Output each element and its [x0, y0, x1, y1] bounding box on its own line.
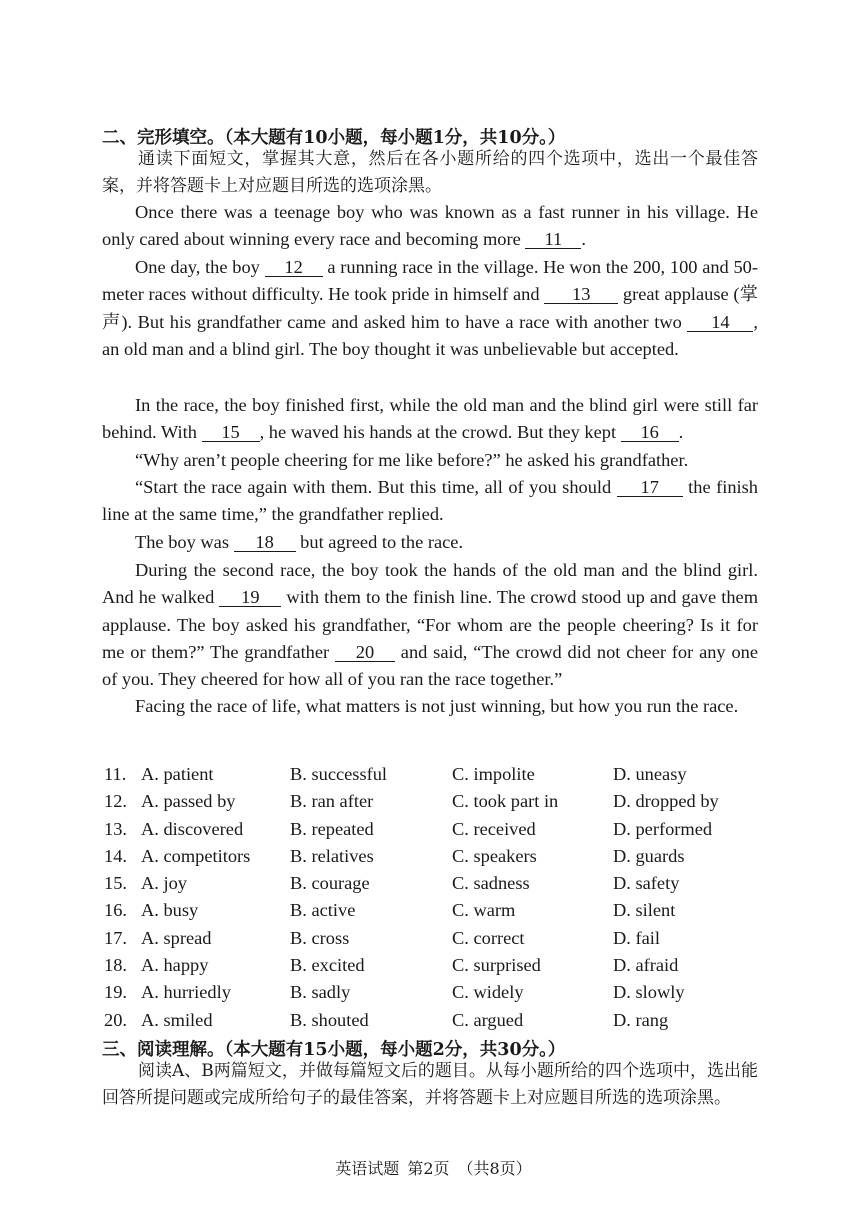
- passage-paragraph-3: [102, 392, 758, 447]
- option-d: D. fail: [613, 927, 660, 948]
- page-footer: [0, 1156, 867, 1179]
- section-3-instruction: 阅读A、B两篇短文，并做每篇短文后的题目。从每小题所给的四个选项中，选出能回答所提问题或完成所给句子的最佳答案，并将答题卡上对应题目所选的选项涂黑。: [102, 1061, 758, 1108]
- option-a: A. hurriedly: [141, 982, 231, 1003]
- option-b: B. shouted: [290, 1009, 369, 1030]
- blank-14: 14: [687, 313, 753, 332]
- option-row-15: [104, 873, 764, 900]
- blank-18: 18: [234, 533, 296, 552]
- passage-paragraph-4: “Why aren’t people cheering for me like before?” he asked his grandfather.: [135, 450, 689, 470]
- option-a: A. smiled: [141, 1009, 213, 1030]
- option-row-17: [104, 928, 764, 955]
- option-d: D. guards: [613, 845, 685, 866]
- paragraph-text: , he waved his hands at the crowd. But they kept: [259, 422, 621, 443]
- option-d: D. safety: [613, 873, 680, 894]
- option-c: C. impolite: [452, 764, 535, 784]
- section-2-title: 二、完形填空。（本大题有10小题，每小题1分，共10分。）: [102, 128, 566, 148]
- question-number: 18.: [104, 955, 127, 976]
- paragraph-text: a running race in the village. He won the 200, 100 and 50-meter races without difficulty. He took pride in himself and: [102, 257, 759, 305]
- option-a: A. spread: [141, 927, 212, 948]
- option-b: B. relatives: [290, 845, 374, 866]
- paragraph-text: .: [678, 422, 684, 443]
- option-d: D. performed: [613, 818, 713, 839]
- option-c: C. sadness: [452, 873, 530, 894]
- passage-paragraph-2: [102, 254, 758, 363]
- blank-16: 16: [621, 423, 679, 442]
- option-b: B. sadly: [290, 982, 351, 1003]
- option-a: A. patient: [141, 764, 214, 784]
- paragraph-text: but agreed to the race.: [295, 532, 464, 552]
- question-number: 11.: [104, 764, 127, 784]
- option-row-13: [104, 819, 764, 846]
- option-c: C. surprised: [452, 955, 541, 976]
- paragraph-text: Once there was a teenage boy who was known as a fast runner in his village. He only cared about winning every race and becoming more: [102, 202, 758, 250]
- paragraph-text: In the race, the boy finished first, while the old man and the blind girl were still far behind. With: [102, 395, 758, 443]
- option-b: B. successful: [290, 764, 388, 784]
- question-number: 20.: [104, 1009, 127, 1030]
- option-b: B. repeated: [290, 818, 374, 839]
- option-a: A. busy: [141, 900, 199, 921]
- blank-11: 11: [525, 230, 581, 249]
- question-number: 13.: [104, 818, 127, 839]
- option-row-19: [104, 982, 764, 1009]
- paragraph-text: , an old man and a blind girl. The boy thought it was unbelievable but accepted.: [102, 311, 758, 359]
- passage-paragraph-7: [102, 557, 758, 693]
- paragraph-text: During the second race, the boy took the hands of the old man and the blind girl. And he walked: [102, 560, 758, 608]
- option-c: C. correct: [452, 927, 525, 948]
- option-b: B. cross: [290, 927, 350, 948]
- option-b: B. courage: [290, 873, 370, 894]
- question-number: 16.: [104, 900, 127, 921]
- question-number: 17.: [104, 927, 127, 948]
- option-c: C. took part in: [452, 791, 559, 812]
- option-row-14: [104, 846, 764, 873]
- blank-17: 17: [617, 478, 683, 497]
- section-3-title: 三、阅读理解。（本大题有15小题，每小题2分，共30分。）: [102, 1040, 566, 1060]
- blank-19: 19: [219, 588, 281, 607]
- option-d: D. afraid: [613, 955, 679, 976]
- blank-15: 15: [202, 423, 260, 442]
- option-c: C. widely: [452, 982, 524, 1003]
- option-c: C. received: [452, 818, 536, 839]
- paragraph-text: the finish line at the same time,” the grandfather replied.: [102, 477, 758, 525]
- option-d: D. silent: [613, 900, 676, 921]
- question-number: 15.: [104, 873, 127, 894]
- footer-subject: 英语试题: [335, 1159, 400, 1178]
- paragraph-text: and said, “The crowd did not cheer for any one of you. They cheered for how all of you ran the race together.”: [102, 641, 758, 690]
- option-c: C. warm: [452, 900, 516, 921]
- paragraph-text: The boy was: [135, 532, 234, 552]
- paragraph-text: with them to the finish line. The crowd stood up and gave them applause. The boy asked his grandfather, “For whom are the people cheering? Is it for me or them?” The grandfather: [102, 587, 759, 662]
- option-c: C. speakers: [452, 845, 537, 866]
- blank-12: 12: [265, 258, 323, 277]
- option-a: A. happy: [141, 955, 209, 976]
- paragraph-text: great applause (掌声). But his grandfather came and asked him to have a race with another two: [102, 284, 759, 332]
- question-number: 14.: [104, 845, 127, 866]
- section-2-instruction: 通读下面短文，掌握其大意，然后在各小题所给的四个选项中，选出一个最佳答案，并将答题卡上对应题目所选的选项涂黑。: [102, 149, 758, 196]
- passage-paragraph-1: [102, 199, 758, 254]
- option-d: D. slowly: [613, 982, 685, 1003]
- option-row-18: [104, 955, 764, 982]
- option-d: D. uneasy: [613, 764, 687, 784]
- option-b: B. ran after: [290, 791, 374, 812]
- option-a: A. passed by: [141, 791, 236, 812]
- paragraph-text: “Start the race again with them. But this time, all of you should: [135, 477, 617, 497]
- option-a: A. discovered: [141, 818, 244, 839]
- paragraph-text: One day, the boy: [135, 257, 265, 277]
- footer-page-number: 第2页: [407, 1159, 450, 1178]
- passage-paragraph-8: Facing the race of life, what matters is not just winning, but how you run the race.: [135, 696, 739, 716]
- option-row-11: [104, 764, 764, 791]
- answer-options: [104, 764, 764, 1037]
- option-b: B. excited: [290, 955, 365, 976]
- option-c: C. argued: [452, 1009, 524, 1030]
- option-row-20: [104, 1010, 764, 1037]
- option-a: A. joy: [141, 873, 187, 894]
- option-a: A. competitors: [141, 845, 251, 866]
- option-row-12: [104, 791, 764, 818]
- option-row-16: [104, 900, 764, 927]
- question-number: 12.: [104, 791, 127, 812]
- passage-paragraph-5: [102, 474, 758, 529]
- footer-total-pages: （共8页）: [457, 1159, 532, 1178]
- option-d: D. dropped by: [613, 791, 719, 812]
- option-d: D. rang: [613, 1009, 669, 1030]
- blank-20: 20: [335, 643, 395, 662]
- option-b: B. active: [290, 900, 356, 921]
- question-number: 19.: [104, 982, 127, 1003]
- blank-13: 13: [544, 285, 618, 304]
- passage-paragraph-6: [102, 529, 758, 556]
- paragraph-text: .: [581, 229, 586, 250]
